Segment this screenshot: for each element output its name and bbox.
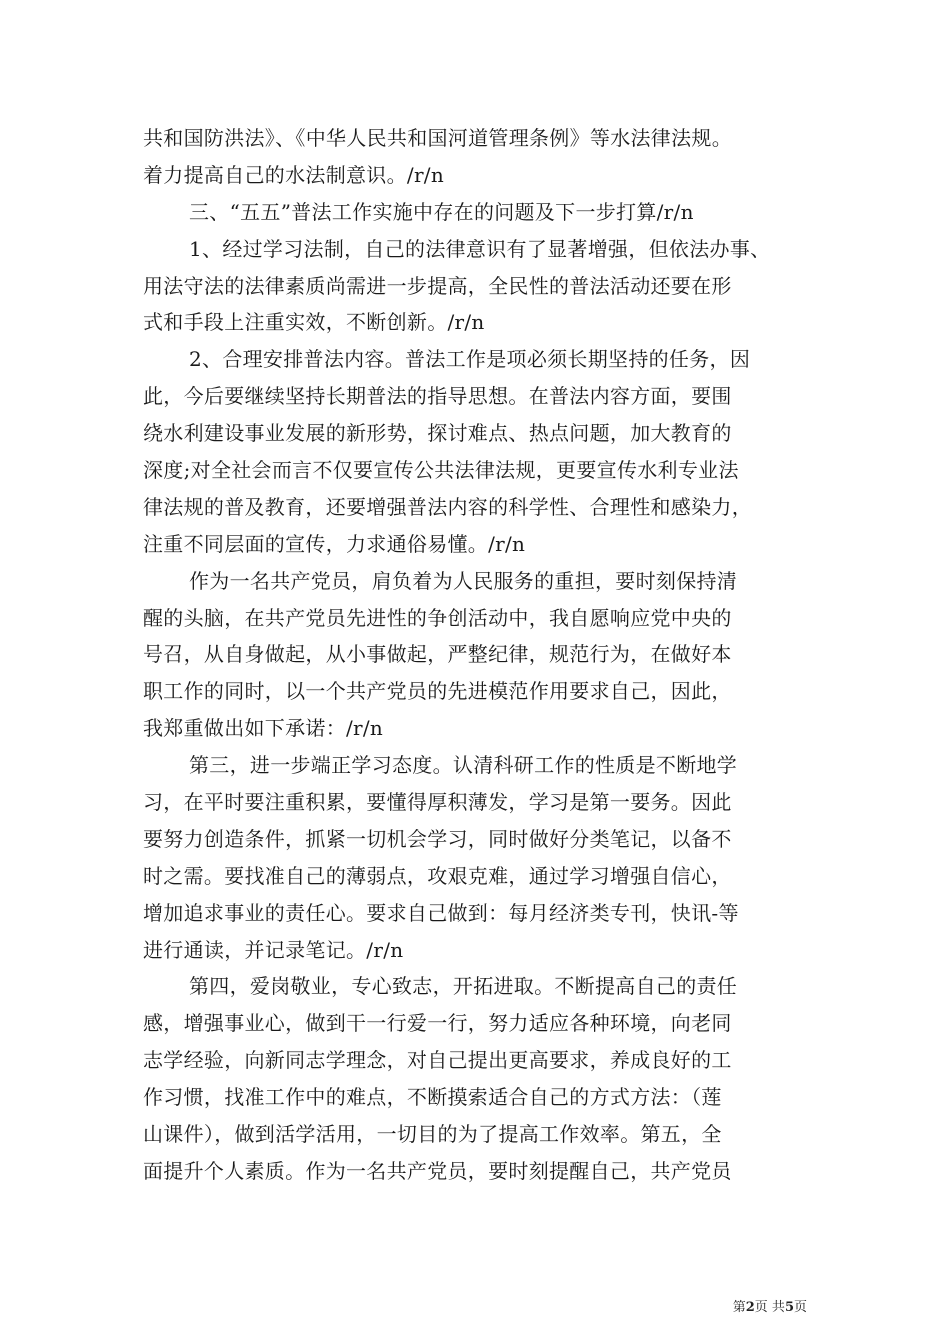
- total-page-number: 5: [784, 1300, 794, 1315]
- text-line: 1、经过学习法制，自己的法律意识有了显著增强，但依法办事、: [189, 236, 771, 261]
- body-text: [143, 120, 823, 1190]
- text-line: 注重不同层面的宣传，力求通俗易懂。/r/n: [143, 531, 526, 556]
- text-line: 感，增强事业心，做到干一行爱一行，努力适应各种环境，向老同: [143, 1011, 732, 1036]
- text-line: 第三，进一步端正学习态度。认清科研工作的性质是不断地学: [189, 753, 738, 778]
- text-line: 进行通读，并记录笔记。/r/n: [143, 937, 404, 962]
- text-line: 号召，从自身做起，从小事做起，严整纪律，规范行为，在做好本: [143, 642, 732, 667]
- text-line: 用法守法的法律素质尚需进一步提高，全民性的普法活动还要在形: [143, 273, 732, 298]
- footer-suffix: 页: [793, 1300, 807, 1315]
- text-line: 职工作的同时，以一个共产党员的先进模范作用要求自己，因此，: [143, 679, 732, 704]
- text-line: 习，在平时要注重积累，要懂得厚积薄发，学习是第一要务。因此: [143, 790, 732, 815]
- text-line: 深度;对全社会而言不仅要宣传公共法律法规，更要宣传水利专业法: [143, 458, 739, 483]
- text-line: 第四，爱岗敬业，专心致志，开拓进取。不断提高自己的责任: [189, 974, 738, 999]
- text-line: 着力提高自己的水法制意识。/r/n: [143, 162, 445, 187]
- text-line: 律法规的普及教育，还要增强普法内容的科学性、合理性和感染力，: [143, 494, 752, 519]
- text-line: 2、合理安排普法内容。普法工作是项必须长期坚持的任务，因: [189, 347, 751, 372]
- text-line: 醒的头脑，在共产党员先进性的争创活动中，我自愿响应党中央的: [143, 605, 732, 630]
- text-line: 共和国防洪法》、《中华人民共和国河道管理条例》等水法律法规。: [143, 126, 732, 150]
- page-number-footer: [733, 1296, 807, 1315]
- text-line: 作为一名共产党员，肩负着为人民服务的重担，要时刻保持清: [189, 568, 738, 593]
- text-line: 我郑重做出如下承诺：/r/n: [143, 716, 384, 741]
- text-line: 山课件），做到活学活用，一切目的为了提高工作效率。第五，全: [143, 1122, 722, 1147]
- text-line: 面提升个人素质。作为一名共产党员，要时刻提醒自己，共产党员: [143, 1158, 732, 1183]
- text-line: 时之需。要找准自己的薄弱点，攻艰克难，通过学习增强自信心，: [143, 863, 732, 888]
- text-line: 增加追求事业的责任心。要求自己做到：每月经济类专刊，快讯-等: [143, 900, 739, 925]
- section-heading: 三、“五五”普法工作实施中存在的问题及下一步打算/r/n: [189, 199, 694, 224]
- footer-prefix: 第: [732, 1300, 746, 1315]
- text-line: 作习惯，找准工作中的难点，不断摸索适合自己的方式方法：（莲: [143, 1085, 722, 1110]
- text-line: 式和手段上注重实效，不断创新。/r/n: [143, 310, 485, 335]
- text-line: 此，今后要继续坚持长期普法的指导思想。在普法内容方面，要围: [143, 384, 732, 409]
- current-page-number: 2: [745, 1300, 755, 1315]
- footer-middle: 页 共: [754, 1300, 785, 1315]
- text-line: 志学经验，向新同志学理念，对自己提出更高要求，养成良好的工: [143, 1048, 732, 1073]
- text-line: 要努力创造条件，抓紧一切机会学习，同时做好分类笔记，以备不: [143, 826, 732, 851]
- text-line: 绕水利建设事业发展的新形势，探讨难点、热点问题，加大教育的: [143, 421, 732, 446]
